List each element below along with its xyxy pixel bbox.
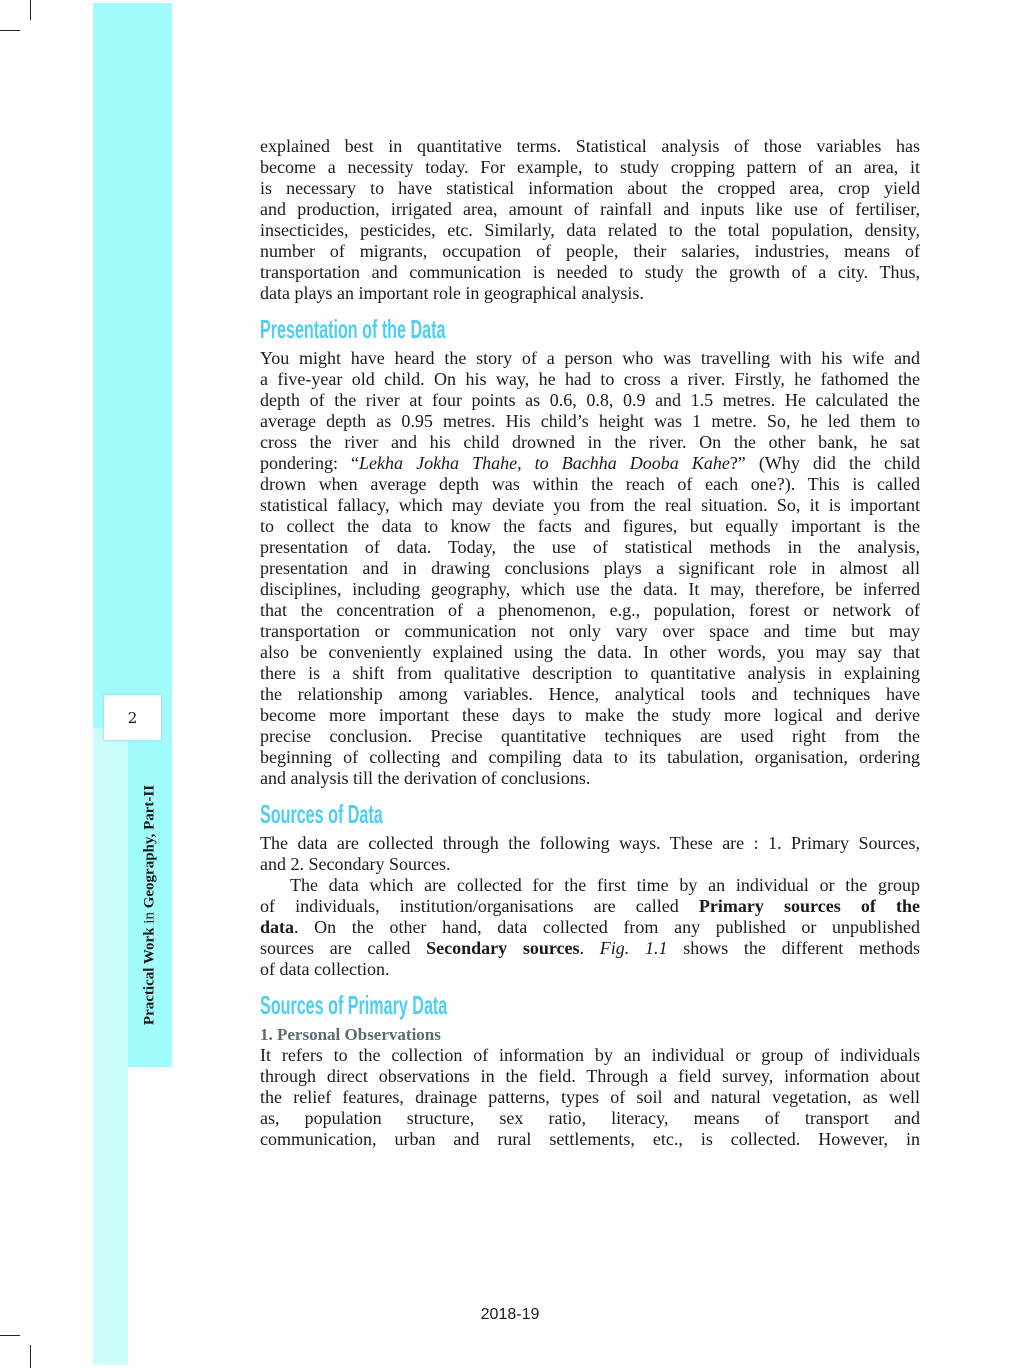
text-line: The data are collected through the following ways. These are : 1. Primary Sources,	[260, 833, 920, 853]
text-line: presentation and in drawing conclusions plays a significant role in almost all	[260, 558, 920, 578]
paragraph	[260, 136, 920, 304]
section-heading: Presentation of the Data	[260, 314, 446, 344]
text-line: and 2. Secondary Sources.	[260, 854, 451, 874]
text-line: become more important these days to make the study more logical and derive	[260, 705, 920, 725]
text-segment: .	[579, 938, 600, 958]
crop-mark	[30, 0, 31, 20]
text-line: the relationship among variables. Hence, analytical tools and techniques have	[260, 684, 920, 704]
text-line: become a necessity today. For example, to study cropping pattern of an area, it	[260, 157, 920, 177]
text-line: statistical fallacy, which may deviate you from the real situation. So, it is important	[260, 495, 920, 515]
running-head-part: Practical Work	[141, 923, 158, 1026]
running-head-part: in	[141, 912, 158, 924]
text-line: The data which are collected for the first time by an individual or the group	[290, 875, 920, 895]
text-line: explained best in quantitative terms. Statistical analysis of those variables has	[260, 136, 920, 156]
text-line: communication, urban and rural settlements, etc., is collected. However, in	[260, 1129, 920, 1149]
text-line: insecticides, pesticides, etc. Similarly, data related to the total population, density,	[260, 220, 920, 240]
text-line: average depth as 0.95 metres. His child’s height was 1 metre. So, he led them to	[260, 411, 920, 431]
text-line: cross the river and his child drowned in the river. On the other bank, he sat	[260, 432, 920, 452]
italic-text: Fig. 1.1	[599, 938, 668, 958]
text-line: to collect the data to know the facts and figures, but equally important is the	[260, 516, 920, 536]
text-line: is necessary to have statistical information about the cropped area, crop yield	[260, 178, 920, 198]
text-line	[260, 938, 920, 959]
text-line	[260, 917, 920, 938]
running-head-part: Geography, Part-II	[141, 784, 158, 913]
text-line: also be conveniently explained using the data. In other words, you may say that	[260, 642, 920, 662]
italic-text: Lekha Jokha Thahe, to Bachha Dooba Kahe	[359, 453, 730, 473]
text-line: presentation of data. Today, the use of statistical methods in the analysis,	[260, 537, 920, 557]
section-heading: Sources of Data	[260, 799, 383, 829]
text-segment: pondering: “	[260, 453, 360, 473]
bold-text: data	[260, 917, 295, 937]
section-heading: Sources of Primary Data	[260, 990, 448, 1020]
text-line: through direct observations in the field. Through a field survey, information about	[260, 1066, 920, 1086]
subsection-heading: 1. Personal Observations	[260, 1025, 441, 1044]
text-line: a five-year old child. On his way, he had to cross a river. Firstly, he fathomed the	[260, 369, 920, 389]
text-line	[260, 896, 920, 917]
bold-text: Secondary sources	[426, 938, 580, 958]
text-line: as, population structure, sex ratio, literacy, means of transport and	[260, 1108, 920, 1128]
text-segment: of individuals, institution/organisations are called	[260, 896, 699, 916]
text-line: transportation or communication not only vary over space and time but may	[260, 621, 920, 641]
text-line: there is a shift from qualitative description to quantitative analysis in explaining	[260, 663, 920, 683]
footer-year: 2018-19	[480, 1306, 540, 1323]
paragraph	[260, 348, 920, 789]
text-line: that the concentration of a phenomenon, e.g., population, forest or network of	[260, 600, 920, 620]
text-segment: ?” (Why did the child	[729, 453, 920, 473]
text-line: and analysis till the derivation of conclusions.	[260, 768, 591, 788]
text-line: data plays an important role in geographical analysis.	[260, 283, 644, 303]
text-segment: sources are called	[260, 938, 427, 958]
crop-mark	[0, 1335, 20, 1336]
running-head	[142, 785, 159, 1025]
text-line: depth of the river at four points as 0.6, 0.8, 0.9 and 1.5 metres. He calculated the	[260, 390, 920, 410]
text-line: It refers to the collection of information by an individual or group of individuals	[260, 1045, 920, 1065]
text-line: the relief features, drainage patterns, types of soil and natural vegetation, as well	[260, 1087, 920, 1107]
text-line: disciplines, including geography, which use the data. It may, therefore, be inferred	[260, 579, 920, 599]
text-line: drown when average depth was within the reach of each one?). This is called	[260, 474, 920, 494]
paragraph	[260, 833, 920, 875]
text-line: and production, irrigated area, amount of rainfall and inputs like use of fertiliser,	[260, 199, 920, 219]
paragraph	[260, 875, 920, 980]
page-number: 2	[104, 695, 161, 740]
bold-text: Primary sources of the	[698, 896, 921, 916]
text-line: You might have heard the story of a person who was travelling with his wife and	[260, 348, 920, 368]
sidebar-band-top	[93, 3, 172, 728]
text-line: transportation and communication is needed to study the growth of a city. Thus,	[260, 262, 920, 282]
paragraph	[260, 1045, 920, 1150]
page-body	[260, 136, 920, 1150]
text-line: number of migrants, occupation of people, their salaries, industries, means of	[260, 241, 920, 261]
text-line: precise conclusion. Precise quantitative techniques are used right from the	[260, 726, 920, 746]
text-line: of data collection.	[260, 959, 390, 979]
text-segment: shows the different methods	[667, 938, 921, 958]
crop-mark	[30, 1345, 31, 1368]
text-line: beginning of collecting and compiling data to its tabulation, organisation, ordering	[260, 747, 920, 767]
text-segment: . On the other hand, data collected from any published or unpublished	[294, 917, 920, 937]
crop-mark	[0, 30, 20, 31]
text-line	[260, 453, 920, 474]
